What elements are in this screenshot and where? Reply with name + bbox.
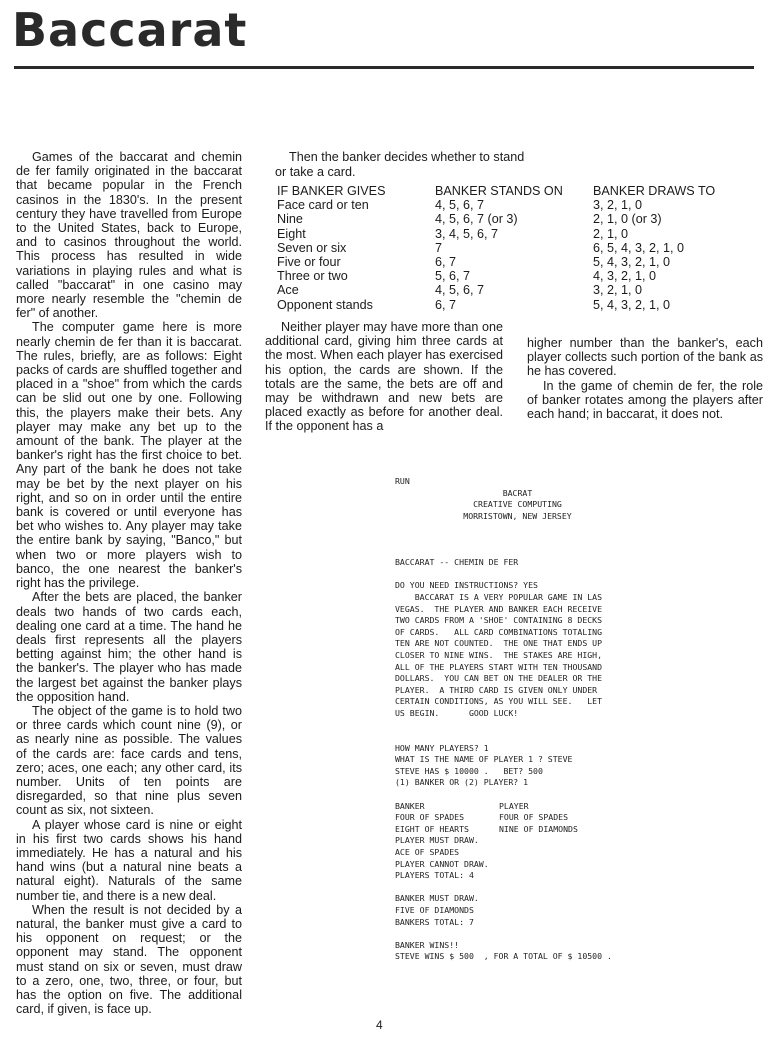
table-cell: 2, 1, 0 [593, 226, 629, 241]
terminal-line: BANKER MUST DRAW. [395, 893, 479, 904]
table-header: BANKER DRAWS TO [593, 184, 716, 198]
table-header-row [277, 184, 715, 198]
table-cell: 7 [435, 240, 443, 255]
terminal-line: OF CARDS. ALL CARD COMBINATIONS TOTALING [395, 626, 603, 637]
table-cell: 2, 1, 0 (or 3) [593, 212, 662, 227]
terminal-line: ACE OF SPADES [395, 847, 460, 857]
terminal-cell: FOUR OF SPADES [395, 812, 465, 823]
table-cell: 3, 4, 5, 6, 7 [435, 226, 499, 241]
terminal-line: PLAYERS TOTAL: 4 [395, 870, 474, 881]
terminal-line: MORRISTOWN, NEW JERSEY [463, 510, 572, 521]
table-row [277, 283, 715, 297]
table-cell: Three or two [277, 269, 348, 284]
terminal-cell: BANKER [395, 800, 425, 811]
table-cell: Nine [277, 212, 303, 227]
table-row [277, 269, 715, 283]
table-cell: 4, 5, 6, 7 [435, 283, 485, 298]
table-cell: 3, 2, 1, 0 [593, 283, 643, 298]
column-middle [265, 320, 503, 434]
terminal-line: PLAYER CANNOT DRAW. [395, 858, 489, 869]
terminal-line: DO YOU NEED INSTRUCTIONS? YES [395, 580, 538, 591]
terminal-line: BANKER WINS!! [395, 939, 460, 950]
table-header: IF BANKER GIVES [277, 184, 386, 198]
column-right [527, 336, 763, 421]
terminal-line: TEN ARE NOT COUNTED. THE ONE THAT ENDS UP [395, 638, 603, 649]
terminal-cell: FOUR OF SPADES [499, 812, 569, 823]
table-cell: 4, 3, 2, 1, 0 [593, 269, 657, 284]
table-cell: Face card or ten [277, 198, 369, 213]
terminal-line: RUN [395, 476, 410, 486]
table-cell: Five or four [277, 255, 341, 270]
table-cell: 5, 6, 7 [435, 269, 471, 284]
paragraph: The computer game here is more nearly chemin de fer than it is baccarat. The rules, briefly, are as follows: Eight packs of cards are shuffled together and placed in a "shoe" from which the cards can be slid out one by one. Following this, the players make their bets. Any player may make any bet up to the amount of the bank. The player at the banker's right has the first choice to bet. Any part of the bank he does not take may be bet by the next player on his right, and so on in order until the entire bank is covered or until everyone has bet who wishes to. Any player may take the entire bank by saying, "Banco," but when two or more players wish to banco, the one nearest the banker's right has the privilege. [16, 320, 242, 591]
table-intro: Then the banker decides whether to stand or take a card. [275, 150, 525, 179]
title-rule [14, 66, 754, 69]
terminal-hand-row [395, 824, 755, 836]
terminal-line: PLAYER MUST DRAW. [395, 835, 479, 846]
table-cell: 6, 5, 4, 3, 2, 1, 0 [593, 240, 685, 255]
table-cell: 4, 5, 6, 7 (or 3) [435, 212, 518, 227]
banker-rules-table [277, 184, 715, 312]
terminal-line: STEVE WINS $ 500 , FOR A TOTAL OF $ 10500 . [395, 951, 612, 962]
terminal-line: VEGAS. THE PLAYER AND BANKER EACH RECEIVE [395, 603, 603, 614]
paragraph: Neither player may have more than one additional card, giving him three cards at the most. When each player has exercised his option, the cards are shown. If the totals are the same, the bets are off and may be withdrawn and new bets are placed exactly as before for another deal. If the opponent has a [265, 320, 504, 434]
terminal-line: ALL OF THE PLAYERS START WITH TEN THOUSAND [395, 661, 603, 672]
table-row [277, 198, 715, 212]
table-cell: Seven or six [277, 240, 347, 255]
table-row [277, 255, 715, 269]
paragraph: When the result is not decided by a natural, the banker must give a card to his opponent on request; or the opponent may stand. The opponent must stand on six or seven, must draw to a zero, one, two, three, or four, but has the option on five. The additional card, if given, is face up. [16, 902, 242, 1017]
terminal-line: BACCARAT -- CHEMIN DE FER [395, 557, 519, 568]
terminal-line: PLAYER. A THIRD CARD IS GIVEN ONLY UNDER [395, 684, 598, 695]
terminal-line: HOW MANY PLAYERS? 1 [395, 742, 489, 753]
table-cell: Ace [277, 283, 299, 298]
terminal-line: (1) BANKER OR (2) PLAYER? 1 [395, 777, 529, 788]
table-row [277, 212, 715, 226]
terminal-line: CERTAIN CONDITIONS, AS YOU WILL SEE. LET [395, 696, 603, 707]
table-cell: Eight [277, 226, 306, 241]
terminal-cell: NINE OF DIAMONDS [499, 823, 578, 834]
paragraph: A player whose card is nine or eight in his first two cards shows his hand immediately. He has a natural and his hand wins (but a natural nine beats a natural eight). Naturals of the same number tie, and there is a new deal. [16, 817, 242, 903]
terminal-line: BACRAT [502, 487, 533, 498]
table-row [277, 298, 715, 312]
terminal-line: CREATIVE COMPUTING [473, 499, 562, 510]
page-number: 4 [376, 1018, 383, 1032]
terminal-line: BACCARAT IS A VERY POPULAR GAME IN LAS [395, 591, 603, 602]
paragraph: After the bets are placed, the banker deals two hands of two cards each, dealing one card at a time. The hand he deals first represents all the players betting against him; the other hand is the banker's. The player who has made the largest bet against the banker plays the opposition hand. [16, 590, 242, 704]
terminal-line: BANKERS TOTAL: 7 [395, 916, 474, 927]
paragraph: higher number than the banker's, each player collects such portion of the bank as he has covered. [527, 336, 763, 379]
table-cell: 4, 5, 6, 7 [435, 198, 485, 213]
page-title: Baccarat [12, 3, 248, 57]
paragraph: Games of the baccarat and chemin de fer family originated in the baccarat that became popular in the French casinos in the 1830's. In the present century they have travelled from Europe to the United States, back to Europe, and to casinos throughout the world. This process has resulted in wide variations in playing rules and what is called "baccarat" in one casino may more nearly resemble the "chemin de fer" of another. [16, 150, 242, 321]
table-cell: 5, 4, 3, 2, 1, 0 [593, 255, 671, 270]
terminal-line: CLOSER TO NINE WINS. THE STAKES ARE HIGH, [395, 649, 603, 660]
table-row [277, 241, 715, 255]
terminal-line: FIVE OF DIAMONDS [395, 904, 474, 915]
terminal-line: WHAT IS THE NAME OF PLAYER 1 ? STEVE [395, 754, 573, 765]
paragraph: In the game of chemin de fer, the role of banker rotates among the players after each hand; in baccarat, it does not. [527, 378, 763, 422]
terminal-line: US BEGIN. GOOD LUCK! [395, 707, 519, 718]
table-cell: Opponent stands [277, 297, 373, 312]
terminal-hand-row [395, 812, 755, 824]
table-cell: 5, 4, 3, 2, 1, 0 [593, 297, 671, 312]
paragraph: The object of the game is to hold two or three cards which count nine (9), or as nearly nine as possible. The values of the cards are: face cards and tens, zero; aces, one each; any other card, its number. Units of ten points are disregarded, so that nine plus seven count as six, not sixteen. [16, 703, 242, 818]
column-left [16, 150, 242, 1016]
table-row [277, 227, 715, 241]
terminal-hand-row [395, 801, 755, 813]
table-cell: 6, 7 [435, 255, 457, 270]
table-header: BANKER STANDS ON [435, 184, 563, 198]
program-listing [395, 476, 755, 963]
terminal-line: TWO CARDS FROM A 'SHOE' CONTAINING 8 DECKS [395, 615, 603, 626]
table-cell: 3, 2, 1, 0 [593, 198, 643, 213]
terminal-line: STEVE HAS $ 10000 . BET? 500 [395, 765, 543, 776]
table-cell: 6, 7 [435, 297, 457, 312]
terminal-cell: EIGHT OF HEARTS [395, 823, 469, 834]
terminal-cell: PLAYER [499, 800, 529, 811]
terminal-line: DOLLARS. YOU CAN BET ON THE DEALER OR THE [395, 673, 603, 684]
